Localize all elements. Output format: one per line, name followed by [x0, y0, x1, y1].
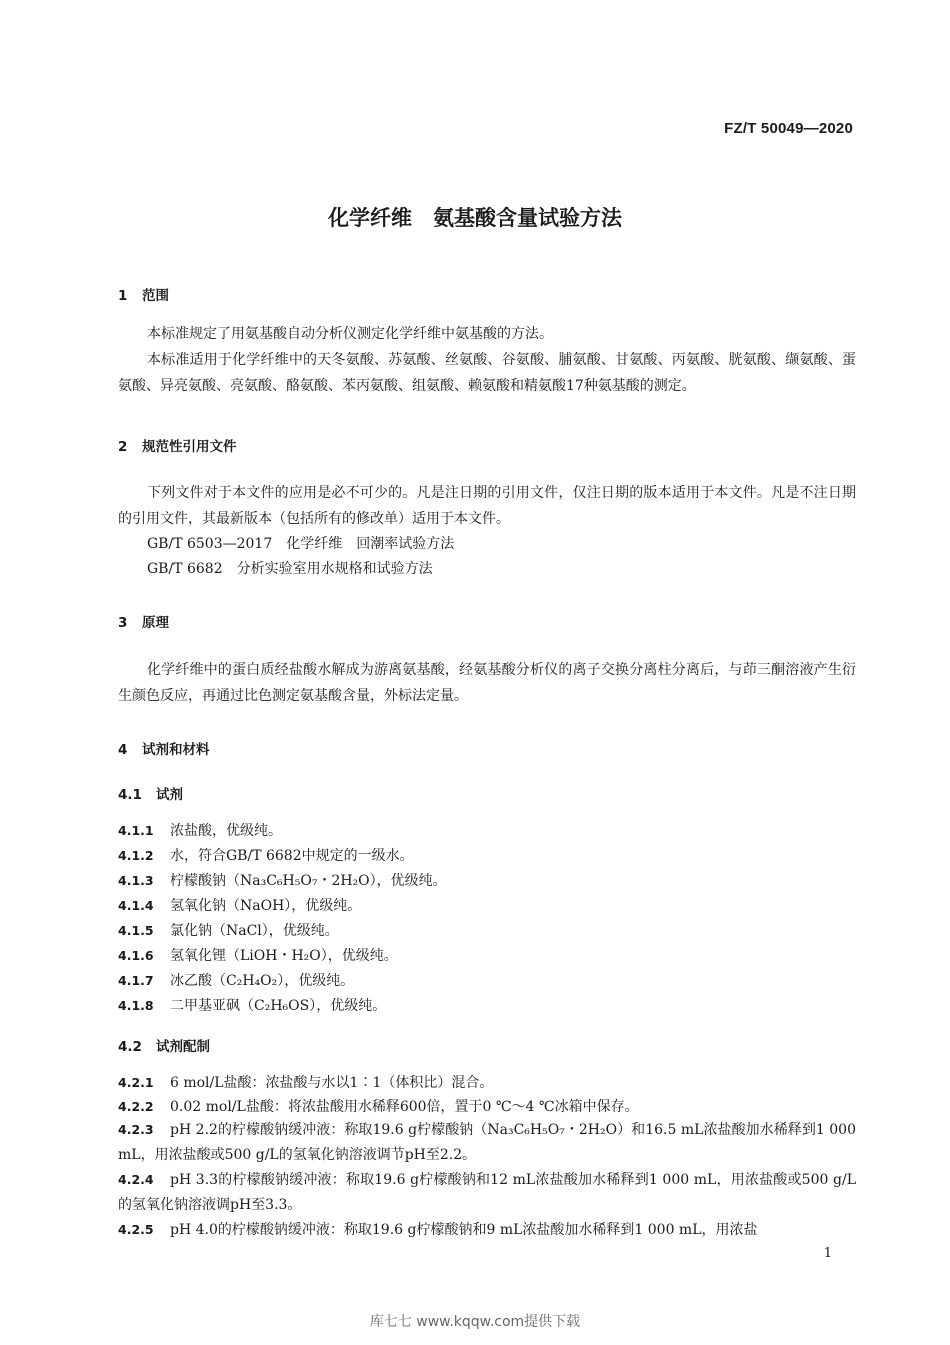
download-source-footer: 库七七 www.kqqw.com提供下载 — [369, 1314, 581, 1330]
item-number: 4.1.3 — [118, 873, 154, 888]
section-4-1-heading — [118, 783, 183, 803]
item-number: 4.1.7 — [118, 973, 154, 988]
item-number: 4.2.3 — [118, 1122, 154, 1137]
reagent-preparation-item — [118, 1117, 856, 1168]
section-1-heading — [118, 284, 169, 304]
normative-reference-2: GB/T 6682 分析实验室用水规格和试验方法 — [147, 561, 433, 577]
section-number: 4.1 — [118, 787, 142, 803]
section-title: 范围 — [142, 288, 169, 304]
reagent-item — [118, 918, 339, 944]
item-text: 二甲基亚砜（C₂H₆OS），优级纯。 — [170, 998, 387, 1014]
item-number: 4.1.4 — [118, 898, 154, 913]
section-2-paragraph-1: 下列文件对于本文件的应用是必不可少的。凡是注日期的引用文件，仅注日期的版本适用于本文件。凡是不注日期的引用文件，其最新版本（包括所有的修改单）适用于本文件。 — [118, 485, 856, 527]
section-number: 3 — [118, 615, 128, 631]
page-number: 1 — [823, 1246, 832, 1261]
item-text: pH 3.3的柠檬酸钠缓冲液：称取19.6 g柠檬酸钠和12 mL浓盐酸加水稀释到1 000 mL，用浓盐酸或500 g/L的氢氧化钠溶液调pH至3.3。 — [118, 1172, 856, 1213]
item-text: 氢氧化钠（NaOH），优级纯。 — [170, 898, 362, 914]
reagent-item — [118, 818, 282, 844]
section-title: 规范性引用文件 — [142, 439, 237, 455]
section-1-paragraph-1: 本标准规定了用氨基酸自动分析仪测定化学纤维中氨基酸的方法。 — [147, 326, 553, 342]
item-text: 柠檬酸钠（Na₃C₆H₅O₇・2H₂O），优级纯。 — [170, 873, 447, 889]
item-text: 6 mol/L盐酸：浓盐酸与水以1∶1（体积比）混合。 — [170, 1075, 494, 1091]
item-number: 4.1.8 — [118, 998, 154, 1013]
section-title: 试剂 — [156, 787, 183, 803]
item-text: pH 2.2的柠檬酸钠缓冲液：称取19.6 g柠檬酸钠（Na₃C₆H₅O₇・2H₂O）和16.5 mL浓盐酸加水稀释到1 000 mL，用浓盐酸或500 g/L的氢氧化钠溶液调节pH至2.2。 — [118, 1122, 856, 1163]
section-3-heading — [118, 611, 169, 631]
item-text: 浓盐酸，优级纯。 — [170, 823, 282, 839]
section-4-2-heading — [118, 1035, 210, 1055]
section-title: 试剂配制 — [156, 1039, 210, 1055]
item-number: 4.2.1 — [118, 1075, 154, 1090]
item-number: 4.1.6 — [118, 948, 154, 963]
reagent-preparation-item — [118, 1217, 758, 1243]
reagent-preparation-item — [118, 1070, 493, 1096]
item-number: 4.1.2 — [118, 848, 154, 863]
item-number: 4.2.2 — [118, 1099, 154, 1114]
section-number: 4.2 — [118, 1039, 142, 1055]
item-text: 0.02 mol/L盐酸：将浓盐酸用水稀释600倍，置于0 ℃～4 ℃冰箱中保存。 — [170, 1099, 639, 1115]
item-text: 冰乙酸（C₂H₄O₂），优级纯。 — [170, 973, 355, 989]
section-number: 2 — [118, 439, 128, 455]
reagent-item — [118, 843, 414, 869]
standard-code: FZ/T 50049—2020 — [724, 120, 853, 137]
section-4-heading — [118, 738, 210, 758]
item-number: 4.1.5 — [118, 923, 154, 938]
section-2-heading — [118, 435, 237, 455]
reagent-preparation-item — [118, 1167, 856, 1218]
item-text: 氢氧化锂（LiOH・H₂O），优级纯。 — [170, 948, 398, 964]
item-number: 4.2.5 — [118, 1222, 154, 1237]
item-number: 4.1.1 — [118, 823, 154, 838]
item-text: 氯化钠（NaCl），优级纯。 — [170, 923, 339, 939]
reagent-item — [118, 893, 361, 919]
section-title: 试剂和材料 — [142, 742, 210, 758]
item-text: 水，符合GB/T 6682中规定的一级水。 — [170, 848, 414, 864]
reagent-item — [118, 968, 354, 994]
reagent-item — [118, 868, 447, 894]
item-number: 4.2.4 — [118, 1172, 154, 1187]
section-1-paragraph-2: 本标准适用于化学纤维中的天冬氨酸、苏氨酸、丝氨酸、谷氨酸、脯氨酸、甘氨酸、丙氨酸、胱氨酸、缬氨酸、蛋氨酸、异亮氨酸、亮氨酸、酪氨酸、苯丙氨酸、组氨酸、赖氨酸和精氨酸17种氨基酸的测定。 — [118, 352, 856, 394]
reagent-item — [118, 943, 398, 969]
item-text: pH 4.0的柠檬酸钠缓冲液：称取19.6 g柠檬酸钠和9 mL浓盐酸加水稀释到1 000 mL，用浓盐 — [170, 1222, 758, 1238]
section-3-paragraph-1: 化学纤维中的蛋白质经盐酸水解成为游离氨基酸，经氨基酸分析仪的离子交换分离柱分离后，与茚三酮溶液产生衍生颜色反应，再通过比色测定氨基酸含量，外标法定量。 — [118, 662, 856, 704]
section-number: 4 — [118, 742, 128, 758]
normative-reference-1: GB/T 6503—2017 化学纤维 回潮率试验方法 — [147, 536, 455, 552]
document-title: 化学纤维 氨基酸含量试验方法 — [328, 206, 622, 230]
reagent-item — [118, 993, 386, 1019]
section-number: 1 — [118, 288, 128, 304]
section-title: 原理 — [142, 615, 169, 631]
